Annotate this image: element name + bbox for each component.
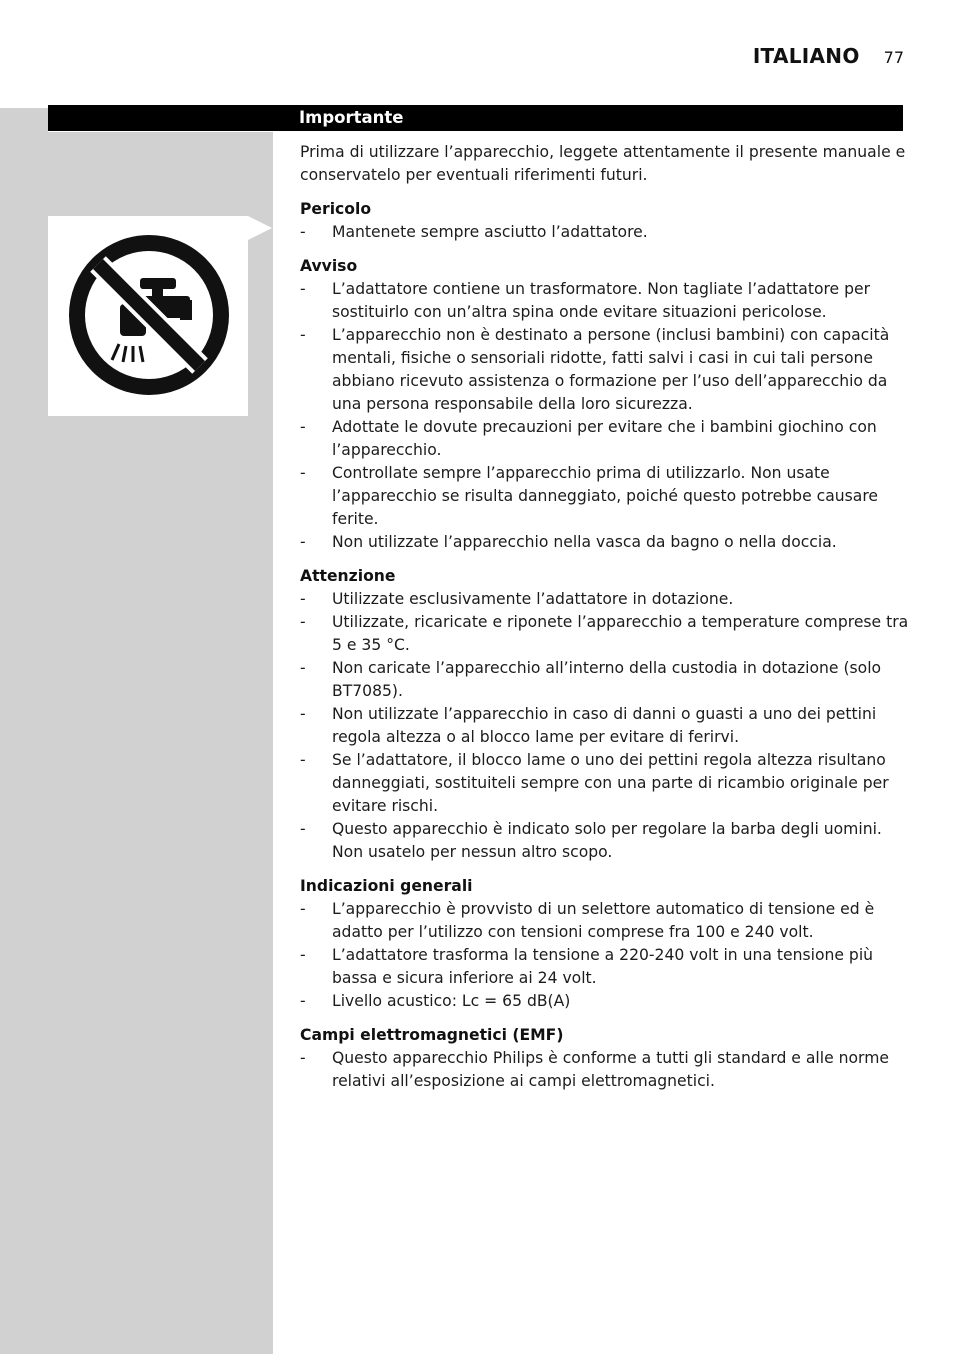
page-number: 77	[883, 48, 904, 67]
list-item: - Questo apparecchio è indicato solo per regolare la barba degli uomini. Non usatelo per nessun altro scopo.	[300, 818, 910, 864]
warning-figure	[48, 216, 248, 416]
list-item: - Controllate sempre l’apparecchio prima di utilizzarlo. Non usate l’apparecchio se risulta danneggiato, poiché questo potrebbe causare ferite.	[300, 462, 910, 531]
section-heading: Avviso	[300, 257, 358, 275]
list-item: - Non utilizzate l’apparecchio in caso di danni o guasti a uno dei pettini regola altezza o al blocco lame per evitare di ferirvi.	[300, 703, 910, 749]
list-item: - Utilizzate, ricaricate e riponete l’apparecchio a temperature comprese tra 5 e 35 °C.	[300, 611, 910, 657]
list-item: - Mantenete sempre asciutto l’adattatore.	[300, 221, 910, 244]
bullet-list	[300, 588, 910, 864]
list-item: - Questo apparecchio Philips è conforme a tutti gli standard e alle norme relativi all’esposizione ai campi elettromagnetici.	[300, 1047, 910, 1093]
list-item: - Non caricate l’apparecchio all’interno della custodia in dotazione (solo BT7085).	[300, 657, 910, 703]
list-item: - L’apparecchio è provvisto di un selettore automatico di tensione ed è adatto per l’utilizzo con tensioni comprese fra 100 e 240 volt.	[300, 898, 910, 944]
section-heading: Campi elettromagnetici (EMF)	[300, 1026, 564, 1044]
bullet-list	[300, 278, 910, 554]
bullet-list	[300, 221, 910, 244]
list-item: - Utilizzate esclusivamente l’adattatore in dotazione.	[300, 588, 910, 611]
list-item: - Se l’adattatore, il blocco lame o uno dei pettini regola altezza risultano danneggiati, sostituiteli sempre con una parte di ricambio originale per evitare rischi.	[300, 749, 910, 818]
list-item: - L’apparecchio non è destinato a persone (inclusi bambini) con capacità mentali, fisiche o sensoriali ridotte, fatti salvi i casi in cui tali persone abbiano ricevuto assistenza o formazione per l’uso dell’apparecchio da una persona responsabile della loro sicurezza.	[300, 324, 910, 416]
list-item: - Adottate le dovute precauzioni per evitare che i bambini giochino con l’apparecchio.	[300, 416, 910, 462]
main-content	[300, 141, 910, 1104]
no-water-tap-icon	[48, 216, 248, 416]
section-title: Importante	[299, 108, 404, 127]
figure-pointer	[248, 216, 272, 240]
list-item: - L’adattatore contiene un trasformatore. Non tagliate l’adattatore per sostituirlo con un’altra spina onde evitare situazioni pericolose.	[300, 278, 910, 324]
language-title: ITALIANO	[752, 44, 860, 68]
section-heading: Pericolo	[300, 200, 372, 218]
list-item: - Non utilizzate l’apparecchio nella vasca da bagno o nella doccia.	[300, 531, 910, 554]
bullet-list	[300, 898, 910, 1013]
intro-paragraph: Prima di utilizzare l’apparecchio, leggete attentamente il presente manuale e conservatelo per eventuali riferimenti futuri.	[300, 143, 906, 184]
section-heading: Indicazioni generali	[300, 877, 473, 895]
bullet-list	[300, 1047, 910, 1093]
section-header-bar	[48, 104, 904, 132]
list-item: - Livello acustico: Lc = 65 dB(A)	[300, 990, 910, 1013]
page-header	[753, 44, 904, 68]
section-heading: Attenzione	[300, 567, 396, 585]
list-item: - L’adattatore trasforma la tensione a 220-240 volt in una tensione più bassa e sicura inferiore ai 24 volt.	[300, 944, 910, 990]
